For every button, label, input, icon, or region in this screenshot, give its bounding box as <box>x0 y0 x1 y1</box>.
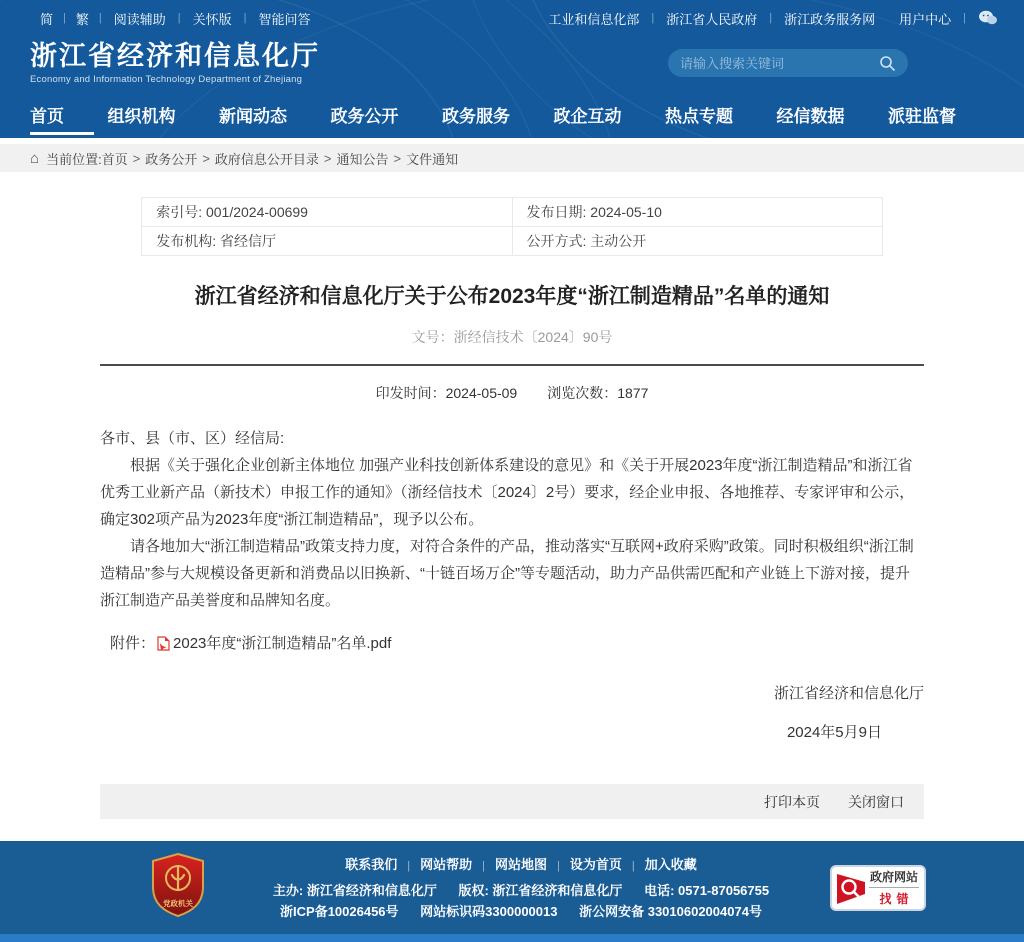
breadcrumb-item-home[interactable]: 首页 <box>101 151 128 167</box>
attachment-row <box>100 630 924 657</box>
topbar-link-zj-service[interactable]: 浙江政务服务网 <box>784 11 876 27</box>
page-title: 浙江省经济和信息化厅关于公布2023年度“浙江制造精品”名单的通知 <box>194 285 830 308</box>
topbar-separator: | <box>963 12 966 24</box>
topbar-link-miit[interactable]: 工业和信息化部 <box>548 11 640 27</box>
error-badge-text <box>869 868 919 907</box>
print-page-button[interactable]: 打印本页 <box>764 793 820 810</box>
nav-item-home[interactable]: 首页 <box>30 102 64 135</box>
nav-item-news[interactable]: 新闻动态 <box>219 106 287 126</box>
main-nav <box>0 98 1024 138</box>
attachment-label: 附件： <box>110 635 156 653</box>
attachment-link[interactable]: 2023年度“浙江制造精品”名单.pdf <box>173 635 392 653</box>
nav-item-supervision[interactable]: 派驻监督 <box>888 106 956 126</box>
gov-site-error-badge[interactable] <box>830 865 926 911</box>
nav-item-gov-enterprise[interactable]: 政企互动 <box>553 106 622 126</box>
footer-site-code: 网站标识码3300000013 <box>420 903 558 919</box>
party-gov-badge <box>150 853 206 922</box>
views-value: 1877 <box>617 385 649 402</box>
nav-item-organization[interactable]: 组织机构 <box>107 106 176 126</box>
print-time-value: 2024-05-09 <box>445 385 518 402</box>
topbar-link-care-version[interactable]: 关怀版 <box>192 11 232 27</box>
breadcrumb-item-notices[interactable]: 通知公告 <box>336 151 389 167</box>
meta-publish-date: 发布日期: 2024-05-10 <box>512 198 882 227</box>
print-meta-line <box>100 383 924 403</box>
breadcrumb-separator: > <box>132 150 141 166</box>
sign-date: 2024年5月9日 <box>786 724 882 742</box>
table-row <box>142 198 883 227</box>
topbar-separator: | <box>651 12 655 24</box>
close-window-button[interactable]: 关闭窗口 <box>848 793 904 810</box>
footer-copyright: 版权: 浙江省经济和信息化厅 <box>458 882 623 898</box>
site-brand <box>30 41 320 85</box>
nav-item-hot-topics[interactable]: 热点专题 <box>665 106 733 126</box>
breadcrumb-separator: > <box>202 150 210 166</box>
breadcrumb-prefix: 当前位置: <box>46 151 102 167</box>
footer-link-help[interactable]: 网站帮助 <box>420 856 473 872</box>
topbar-right <box>536 9 998 28</box>
topbar-link-user-center[interactable]: 用户中心 <box>899 11 952 27</box>
footer-police-record: 浙公网安备 33010602004074号 <box>579 903 762 919</box>
footer-separator: | <box>631 859 635 872</box>
footer-registration-row <box>246 901 796 922</box>
meta-index-number: 索引号: 001/2024-00699 <box>142 198 512 227</box>
footer-link-set-home[interactable]: 设为首页 <box>569 856 622 872</box>
error-badge-line2: 找错 <box>879 892 914 907</box>
topbar-link-reading-aid[interactable]: 阅读辅助 <box>113 11 166 27</box>
pdf-icon <box>157 636 170 651</box>
topbar-link-simplified[interactable]: 简 <box>40 11 54 27</box>
breadcrumb-item-gov-info[interactable]: 政务公开 <box>145 151 198 167</box>
breadcrumb-separator: > <box>323 150 332 166</box>
site-subtitle: Economy and Information Technology Department of Zhejiang <box>30 74 303 85</box>
meta-table <box>141 197 883 256</box>
topbar <box>0 0 1024 36</box>
nav-item-gov-info[interactable]: 政务公开 <box>330 106 399 126</box>
action-bar <box>100 784 924 819</box>
breadcrumb-item-catalog[interactable]: 政府信息公开目录 <box>214 151 319 167</box>
error-badge-magnifier-icon <box>835 870 869 906</box>
nav-item-data[interactable]: 经信数据 <box>776 106 845 126</box>
topbar-separator: | <box>63 12 66 24</box>
site-header <box>0 0 1024 138</box>
doc-number: 文号：浙经信技术〔2024〕90号 <box>411 329 613 346</box>
footer-links <box>246 854 796 877</box>
footer-link-favorite[interactable]: 加入收藏 <box>644 856 697 872</box>
footer-icp: 浙ICP备10026456号 <box>280 903 399 919</box>
site-footer <box>0 841 1024 942</box>
salutation: 各市、县（市、区）经信局: <box>100 430 285 448</box>
article-content <box>100 172 924 819</box>
wechat-icon[interactable] <box>978 10 998 26</box>
search-icon[interactable] <box>879 55 896 72</box>
footer-separator: | <box>482 859 485 872</box>
views-label: 浏览次数： <box>547 385 618 402</box>
footer-center <box>246 854 796 922</box>
site-title: 浙江省经济和信息化厅 <box>30 41 320 71</box>
article-body <box>100 425 924 746</box>
paragraph-1: 根据《关于强化企业创新主体地位 加强产业科技创新体系建设的意见》和《关于开展2023年度“浙江制造精品”和浙江省优秀工业新产品（新技术）申报工作的通知》（浙经信技术〔2024〕2号）要求，经企业申报、各地推荐、专家评审和公示，确定302项产品为2023年度“浙江制造精品”，现予以公布。 <box>100 457 915 529</box>
print-time-label: 印发时间： <box>375 385 446 402</box>
topbar-left <box>30 9 323 28</box>
header-main <box>0 36 1024 98</box>
meta-publish-org: 发布机构: 省经信厅 <box>142 227 512 256</box>
breadcrumb-item-file-notice[interactable]: 文件通知 <box>406 151 459 167</box>
footer-separator: | <box>557 859 560 872</box>
topbar-separator: | <box>243 12 247 24</box>
nav-item-gov-service[interactable]: 政务服务 <box>442 106 510 126</box>
table-row <box>142 227 883 256</box>
search-box <box>668 49 908 77</box>
topbar-link-zj-gov[interactable]: 浙江省人民政府 <box>666 11 758 27</box>
topbar-link-smart-qa[interactable]: 智能问答 <box>258 11 311 27</box>
footer-separator: | <box>407 859 411 872</box>
breadcrumb-separator: > <box>393 150 402 166</box>
topbar-link-traditional[interactable]: 繁 <box>75 11 89 27</box>
paragraph-2: 请各地加大“浙江制造精品”政策支持力度，对符合条件的产品，推动落实“互联网+政府采购”政策。同时积极组织“浙江制造精品”参与大规模设备更新和消费品以旧换新、“十链百场万企”等专题活动，助力产品供需匹配和产业链上下游对接，提升浙江制造产品美誉度和品牌知名度。 <box>100 538 914 610</box>
svg-text:党政机关: 党政机关 <box>163 899 193 909</box>
breadcrumb <box>0 144 1024 172</box>
error-badge-line1: 政府网站 <box>869 868 919 888</box>
footer-host-row <box>246 880 796 901</box>
title-divider <box>100 364 924 366</box>
topbar-separator: | <box>769 12 773 24</box>
search-input[interactable] <box>680 56 879 71</box>
topbar-separator: | <box>177 12 181 24</box>
footer-link-contact[interactable]: 联系我们 <box>345 856 398 872</box>
meta-open-mode: 公开方式: 主动公开 <box>512 227 882 256</box>
topbar-separator: | <box>98 12 102 24</box>
home-icon: ⌂ <box>30 149 40 167</box>
footer-link-sitemap[interactable]: 网站地图 <box>494 856 547 872</box>
footer-host: 主办: 浙江省经济和信息化厅 <box>272 882 437 898</box>
footer-telephone: 电话: 0571-87056755 <box>644 882 770 898</box>
signer-name: 浙江省经济和信息化厅 <box>773 685 924 703</box>
footer-bottom-strip <box>0 934 1024 942</box>
